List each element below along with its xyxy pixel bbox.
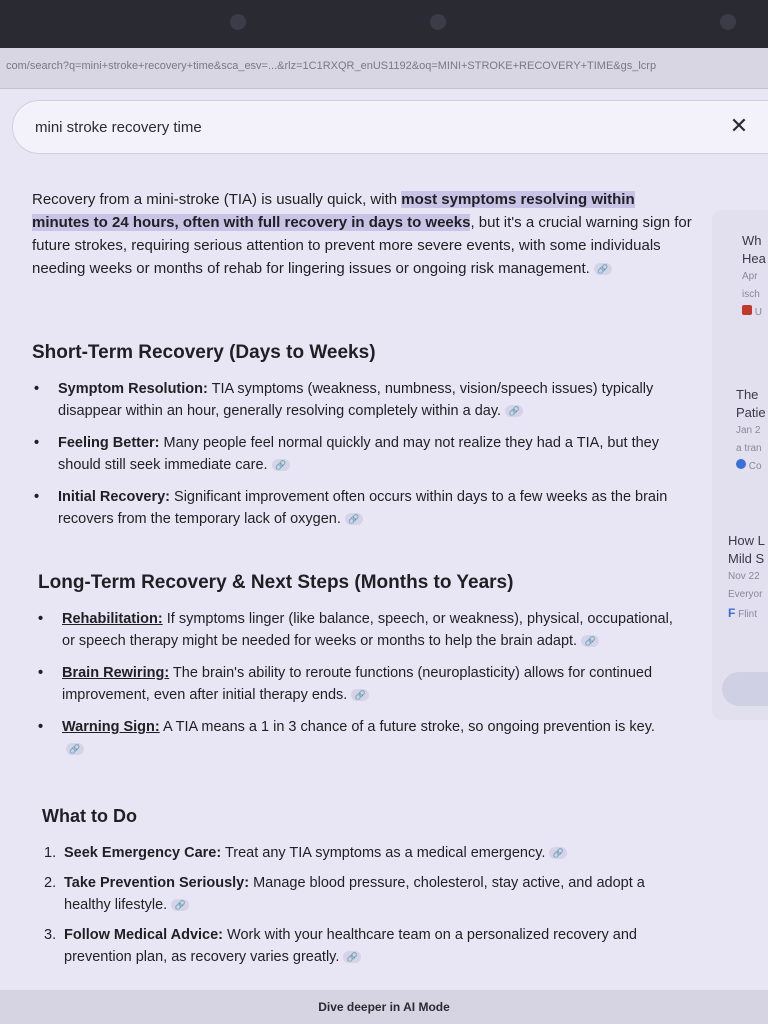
browser-tab-strip bbox=[0, 0, 768, 48]
list-item-term: Take Prevention Seriously: bbox=[64, 875, 250, 891]
source-card-date: Jan 2 bbox=[736, 425, 761, 436]
list-item bbox=[32, 432, 672, 476]
list-item-text: A TIA means a 1 in 3 chance of a future stroke, so ongoing prevention is key. bbox=[159, 719, 655, 735]
source-card-snippet: Everyor bbox=[728, 589, 763, 600]
list-item-term: Follow Medical Advice: bbox=[64, 927, 223, 943]
link-icon[interactable]: 🔗 bbox=[345, 513, 363, 525]
long-term-list bbox=[36, 608, 676, 770]
search-query[interactable]: mini stroke recovery time bbox=[35, 119, 202, 136]
intro-text: Recovery from a mini-stroke (TIA) is usually quick, with bbox=[32, 191, 402, 208]
source-card-title[interactable]: The bbox=[736, 387, 759, 402]
list-item-text: Work with your healthcare team on a personalized recovery and prevention plan, as recovery varies greatly. bbox=[64, 927, 638, 965]
list-item-number: 1. bbox=[44, 845, 57, 861]
list-item-text: Manage blood pressure, cholesterol, stay active, and adopt a healthy lifestyle. bbox=[64, 875, 645, 913]
source-favicon-icon bbox=[742, 305, 752, 315]
list-item bbox=[34, 924, 674, 968]
source-card[interactable] bbox=[736, 386, 768, 476]
source-name: U bbox=[754, 307, 763, 318]
list-item bbox=[32, 378, 672, 422]
source-card-title[interactable]: Wh bbox=[742, 233, 762, 248]
source-card[interactable] bbox=[728, 532, 768, 624]
link-icon[interactable]: 🔗 bbox=[505, 405, 523, 417]
source-card-snippet: isch bbox=[742, 289, 760, 300]
source-card-date: Nov 22 bbox=[728, 571, 760, 582]
what-to-do-list bbox=[34, 842, 674, 976]
close-icon[interactable]: ✕ bbox=[729, 113, 749, 138]
source-cards-panel bbox=[712, 210, 768, 720]
source-card-snippet: a tran bbox=[736, 443, 762, 454]
list-item-text: The brain's ability to reroute functions (neuroplasticity) allows for continued improvement, even after initial therapy ends. bbox=[62, 665, 653, 703]
list-item-number: 3. bbox=[44, 927, 57, 943]
list-item bbox=[32, 486, 672, 530]
list-item bbox=[36, 608, 676, 652]
ai-mode-bar[interactable] bbox=[0, 990, 768, 1024]
intro-highlight: most symptoms resolving within minutes to 24 hours, often with full recovery in days to weeks bbox=[32, 191, 635, 231]
list-item-text: TIA symptoms (weakness, numbness, vision/speech issues) typically disappear within an hour, generally resolving completely within a day. bbox=[58, 381, 654, 419]
source-name: Co bbox=[748, 461, 762, 472]
list-item-term-link[interactable]: Brain Rewiring: bbox=[62, 665, 170, 681]
list-item bbox=[36, 662, 676, 706]
address-bar-url[interactable]: com/search?q=mini+stroke+recovery+time&sca_esv=...&rlz=1C1RXQR_enUS1192&oq=MINI+STROKE+RECOVERY+TIME&gs_lcrp bbox=[6, 60, 657, 72]
tab-favicon[interactable] bbox=[720, 14, 736, 30]
search-box[interactable] bbox=[12, 100, 768, 154]
list-item-term: Feeling Better: bbox=[58, 435, 160, 451]
tab-favicon[interactable] bbox=[230, 14, 246, 30]
source-name: Flint bbox=[738, 609, 758, 620]
source-favicon-icon: F bbox=[728, 606, 736, 620]
intro-text-rest: , but it's a crucial warning sign for future strokes, requiring serious attention to prevent more severe events, with some individuals needing weeks or months of rehab for lingering issues or ongoing risk management. bbox=[32, 214, 692, 277]
list-item-term: Initial Recovery: bbox=[58, 489, 171, 505]
list-item-text: If symptoms linger (like balance, speech, or weakness), physical, occupational, or speech therapy might be needed for weeks or months to help the brain adapt. bbox=[62, 611, 673, 649]
link-icon[interactable]: 🔗 bbox=[66, 743, 84, 755]
list-item-term: Seek Emergency Care: bbox=[64, 845, 222, 861]
address-bar[interactable] bbox=[0, 48, 768, 89]
short-term-list bbox=[32, 378, 672, 540]
link-icon[interactable]: 🔗 bbox=[171, 899, 189, 911]
list-item-term: Symptom Resolution: bbox=[58, 381, 208, 397]
link-icon[interactable]: 🔗 bbox=[351, 689, 369, 701]
list-item-text: Treat any TIA symptoms as a medical emergency. bbox=[221, 845, 546, 861]
source-card-title[interactable]: Patie bbox=[736, 405, 766, 420]
link-icon[interactable]: 🔗 bbox=[272, 459, 290, 471]
list-item-term-link[interactable]: Rehabilitation: bbox=[62, 611, 163, 627]
show-all-button[interactable] bbox=[722, 672, 768, 706]
overview-intro bbox=[32, 188, 692, 280]
list-item-term-link[interactable]: Warning Sign: bbox=[62, 719, 160, 735]
ai-overview bbox=[32, 188, 692, 965]
link-icon[interactable]: 🔗 bbox=[581, 635, 599, 647]
source-favicon-icon bbox=[736, 459, 746, 469]
section-heading-what-to-do: What to Do bbox=[42, 806, 137, 826]
section-heading-long-term: Long-Term Recovery & Next Steps (Months to Years) bbox=[38, 572, 514, 593]
list-item-number: 2. bbox=[44, 875, 57, 891]
section-heading-short-term: Short-Term Recovery (Days to Weeks) bbox=[32, 342, 376, 363]
list-item-text: Many people feel normal quickly and may not realize they had a TIA, but they should still seek immediate care. bbox=[58, 435, 659, 473]
source-card[interactable] bbox=[742, 232, 768, 322]
link-icon[interactable]: 🔗 bbox=[343, 951, 361, 963]
source-card-date: Apr bbox=[742, 271, 758, 282]
source-card-title[interactable]: How L bbox=[728, 533, 765, 548]
tab-favicon[interactable] bbox=[430, 14, 446, 30]
dive-deeper-button[interactable]: Dive deeper in AI Mode bbox=[318, 1000, 450, 1014]
list-item bbox=[34, 872, 674, 916]
link-icon[interactable]: 🔗 bbox=[594, 263, 612, 275]
source-card-title[interactable]: Hea bbox=[742, 251, 766, 266]
source-card-title[interactable]: Mild S bbox=[728, 551, 765, 566]
list-item-text: Significant improvement often occurs within days to a few weeks as the brain recovers from the temporary lack of oxygen. bbox=[58, 489, 668, 527]
list-item bbox=[34, 842, 674, 864]
link-icon[interactable]: 🔗 bbox=[549, 847, 567, 859]
list-item bbox=[36, 716, 676, 760]
